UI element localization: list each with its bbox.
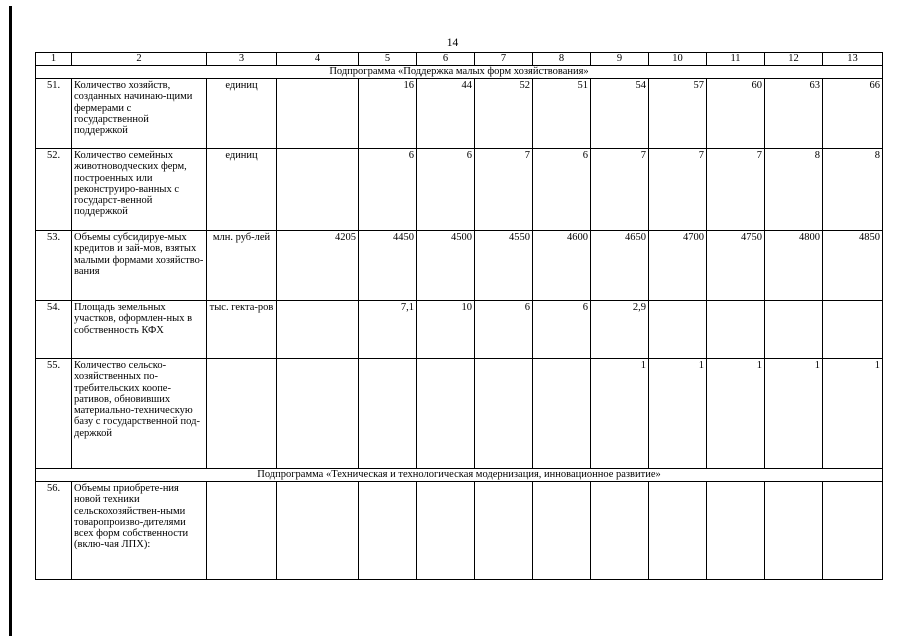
value-cell xyxy=(277,482,359,580)
table-row xyxy=(36,359,883,469)
value-cell: 10 xyxy=(417,301,475,359)
value-cell xyxy=(707,482,765,580)
page-edge-bar xyxy=(9,6,12,636)
value-cell: 6 xyxy=(475,301,533,359)
value-cell: 16 xyxy=(359,79,417,149)
section-title: Подпрограмма «Техническая и технологическая модернизация, инновационное развитие» xyxy=(36,469,883,482)
value-cell xyxy=(359,482,417,580)
value-cell xyxy=(417,482,475,580)
value-cell: 4750 xyxy=(707,231,765,301)
value-cell: 6 xyxy=(533,301,591,359)
value-cell: 1 xyxy=(823,359,883,469)
value-cell: 1 xyxy=(765,359,823,469)
value-cell: 4700 xyxy=(649,231,707,301)
column-header: 7 xyxy=(475,53,533,66)
table-row xyxy=(36,301,883,359)
section-header-row xyxy=(36,469,883,482)
value-cell: 1 xyxy=(591,359,649,469)
value-cell: 6 xyxy=(533,149,591,231)
row-number: 52. xyxy=(36,149,72,231)
column-header: 3 xyxy=(207,53,277,66)
value-cell: 7 xyxy=(649,149,707,231)
value-cell xyxy=(707,301,765,359)
indicator-name: Объемы субсидируе-мых кредитов и зай-мов, взятых малыми формами хозяйство-вания xyxy=(72,231,207,301)
indicator-name: Объемы приобрете-ния новой техники сельскохозяйствен-ными товаропроизво-дителями всех форм собственности (вклю-чая ЛПХ): xyxy=(72,482,207,580)
value-cell xyxy=(277,79,359,149)
unit-cell xyxy=(207,482,277,580)
column-header: 1 xyxy=(36,53,72,66)
value-cell: 51 xyxy=(533,79,591,149)
value-cell xyxy=(765,482,823,580)
table-row xyxy=(36,482,883,580)
column-header: 2 xyxy=(72,53,207,66)
column-header: 13 xyxy=(823,53,883,66)
value-cell: 1 xyxy=(649,359,707,469)
value-cell: 4550 xyxy=(475,231,533,301)
row-number: 54. xyxy=(36,301,72,359)
value-cell: 8 xyxy=(823,149,883,231)
value-cell: 63 xyxy=(765,79,823,149)
table-row xyxy=(36,149,883,231)
column-header: 11 xyxy=(707,53,765,66)
value-cell xyxy=(823,482,883,580)
value-cell: 7 xyxy=(707,149,765,231)
value-cell: 7 xyxy=(591,149,649,231)
value-cell: 6 xyxy=(417,149,475,231)
value-cell: 2,9 xyxy=(591,301,649,359)
value-cell: 1 xyxy=(707,359,765,469)
value-cell: 66 xyxy=(823,79,883,149)
value-cell: 57 xyxy=(649,79,707,149)
value-cell: 6 xyxy=(359,149,417,231)
value-cell xyxy=(649,482,707,580)
indicators-table xyxy=(35,52,883,580)
value-cell xyxy=(533,482,591,580)
value-cell xyxy=(649,301,707,359)
column-header: 4 xyxy=(277,53,359,66)
row-number: 55. xyxy=(36,359,72,469)
value-cell: 7 xyxy=(475,149,533,231)
value-cell: 54 xyxy=(591,79,649,149)
column-header: 10 xyxy=(649,53,707,66)
value-cell xyxy=(765,301,823,359)
value-cell: 4205 xyxy=(277,231,359,301)
value-cell: 44 xyxy=(417,79,475,149)
section-header-row xyxy=(36,66,883,79)
table-row xyxy=(36,231,883,301)
value-cell xyxy=(475,359,533,469)
column-header: 9 xyxy=(591,53,649,66)
unit-cell: единиц xyxy=(207,79,277,149)
row-number: 56. xyxy=(36,482,72,580)
indicator-name: Количество семейных животноводческих ферм, построенных или реконструиро-ванных с государст-венной поддержкой xyxy=(72,149,207,231)
value-cell xyxy=(277,359,359,469)
value-cell: 4850 xyxy=(823,231,883,301)
value-cell xyxy=(359,359,417,469)
value-cell xyxy=(533,359,591,469)
column-header: 6 xyxy=(417,53,475,66)
value-cell xyxy=(277,149,359,231)
page-number: 14 xyxy=(446,37,459,49)
value-cell: 60 xyxy=(707,79,765,149)
unit-cell: млн. руб-лей xyxy=(207,231,277,301)
unit-cell: тыс. гекта-ров xyxy=(207,301,277,359)
indicator-name: Количество сельско-хозяйственных по-требительских коопе-ративов, обновивших материально-техническую базу с государственной под-держкой xyxy=(72,359,207,469)
value-cell: 7,1 xyxy=(359,301,417,359)
value-cell: 4600 xyxy=(533,231,591,301)
row-number: 53. xyxy=(36,231,72,301)
value-cell: 4800 xyxy=(765,231,823,301)
value-cell xyxy=(591,482,649,580)
column-header-row xyxy=(36,53,883,66)
unit-cell xyxy=(207,359,277,469)
indicator-name: Площадь земельных участков, оформлен-ных в собственность КФХ xyxy=(72,301,207,359)
column-header: 8 xyxy=(533,53,591,66)
column-header: 5 xyxy=(359,53,417,66)
value-cell xyxy=(277,301,359,359)
table-row xyxy=(36,79,883,149)
row-number: 51. xyxy=(36,79,72,149)
value-cell: 4650 xyxy=(591,231,649,301)
section-title: Подпрограмма «Поддержка малых форм хозяйствования» xyxy=(36,66,883,79)
column-header: 12 xyxy=(765,53,823,66)
value-cell: 4450 xyxy=(359,231,417,301)
value-cell: 52 xyxy=(475,79,533,149)
value-cell xyxy=(823,301,883,359)
value-cell: 4500 xyxy=(417,231,475,301)
value-cell xyxy=(417,359,475,469)
value-cell: 8 xyxy=(765,149,823,231)
indicator-name: Количество хозяйств, созданных начинаю-щими фермерами с государственной поддержкой xyxy=(72,79,207,149)
unit-cell: единиц xyxy=(207,149,277,231)
value-cell xyxy=(475,482,533,580)
